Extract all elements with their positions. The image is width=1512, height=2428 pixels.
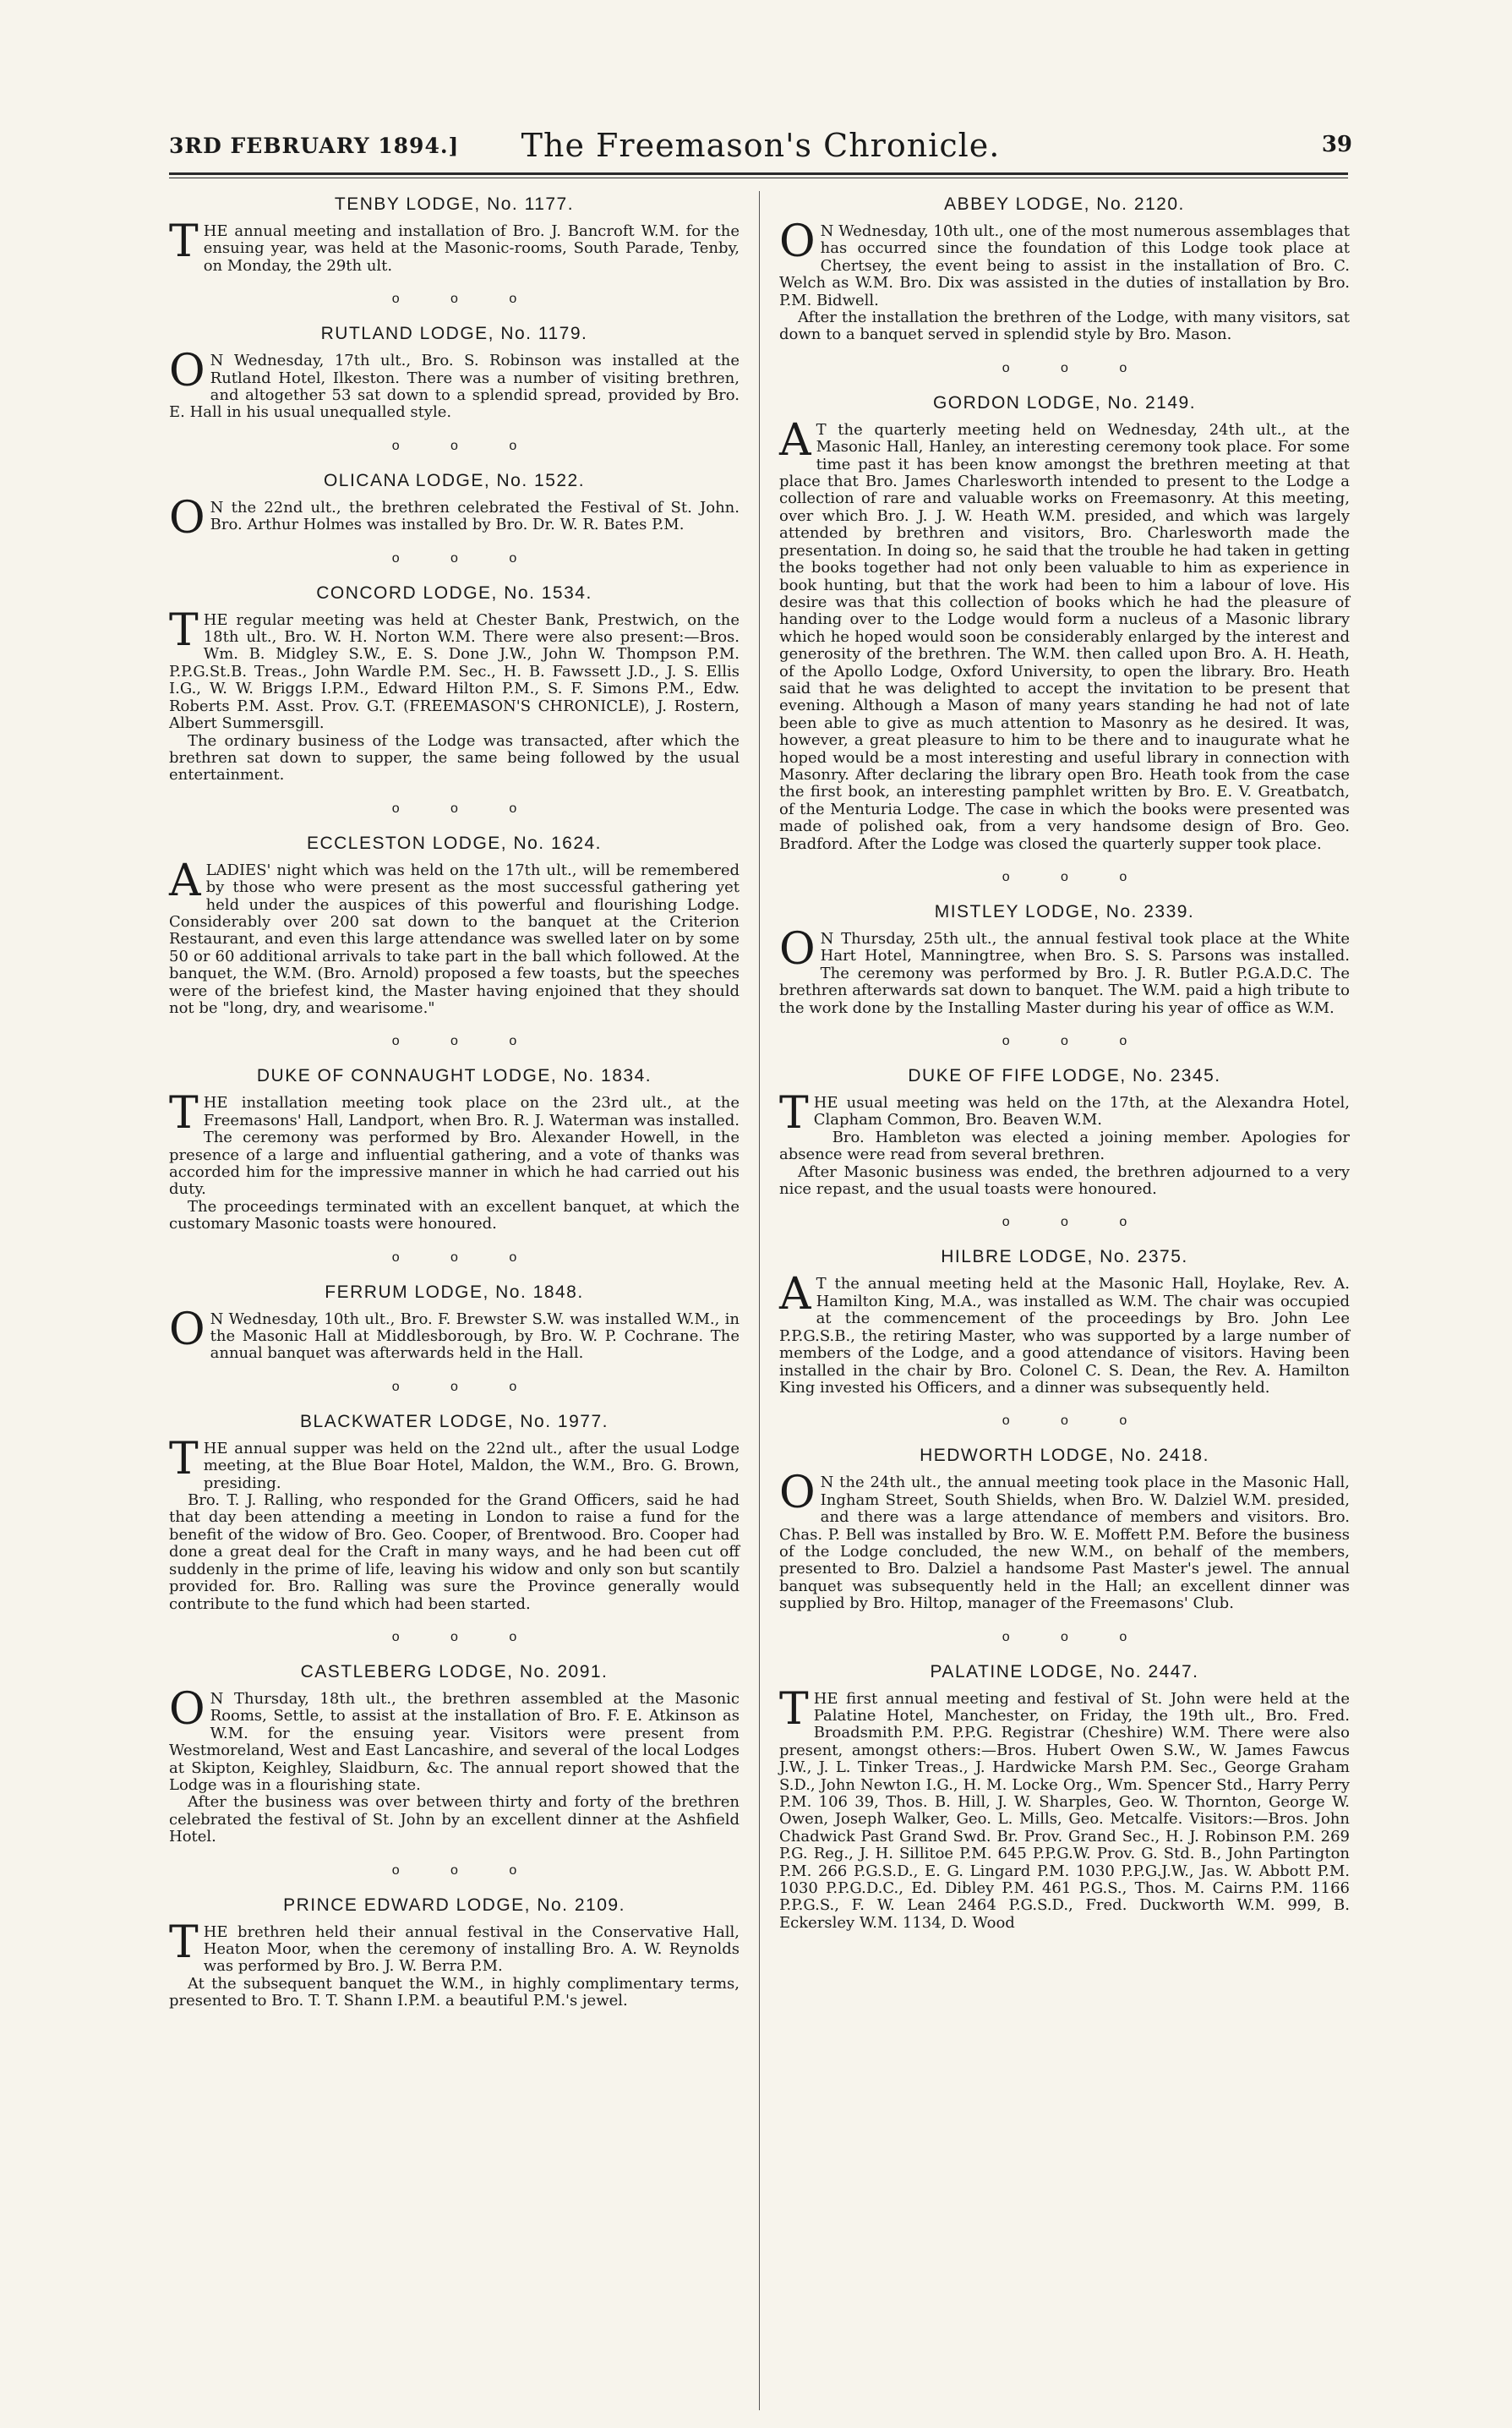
publication-title: The Freemason's Chronicle. [521, 127, 1001, 164]
article-heading: PALATINE LODGE, No. 2447. [930, 1661, 1199, 1682]
article-paragraph [169, 492, 740, 544]
section-separator: o o o [391, 1379, 541, 1394]
paragraph-text: The ordinary business of the Lodge was transacted, after which the brethren sat down to supper, the same being followed by the usual entertainment. [169, 731, 740, 785]
article-paragraph [169, 216, 740, 275]
paragraph-text: HE brethren held their annual festival in the Conservative Hall, Heaton Moor, when the ceremony of installing Bro. A. W. Reynolds was performed by Bro. J. W. Berra P.M. [203, 1922, 740, 1976]
paragraph-text: The proceedings terminated with an excellent banquet, at which the customary Masonic toasts were honoured. [169, 1197, 740, 1233]
article-heading: ABBEY LODGE, No. 2120. [944, 194, 1185, 214]
left-column [169, 191, 740, 2010]
article-heading: CASTLEBERG LODGE, No. 2091. [300, 1661, 609, 1682]
paragraph-text: LADIES' night which was held on the 17th ult., will be remembered by those who were present as the most successful gathering yet held under the auspices of this powerful and flourishing Lodge. Considerably over 200 sat down to the banquet at the Criterion Restaurant, and even this large attendance was swelled later on by some 50 or 60 additional arrivals to take part in the ball which followed. At the banquet, the W.M. (Bro. Arnold) proposed a few toasts, but the speeches were of the briefest kind, the Master having enjoined that they should not be "long, dry, and wearisome." [169, 861, 740, 1017]
article [169, 1662, 740, 1846]
paragraph-text: T the quarterly meeting held on Wednesday, 24th ult., at the Masonic Hall, Hanley, an interesting ceremony took place. For some time past it has been know amongst the brethren meeting at that place that Bro. James Charlesworth intended to present to the Lodge a collection of rare and valuable works on Freemasonry. At this meeting, over which Bro. J. J. W. Heath W.M. presided, and which was largely attended by brethren and visitors, Bro. Charlesworth made the presentation. In doing so, he said that the trouble he had taken in getting the books together had not only been valuable to him as experience in book hunting, but that the work had been to him a labour of love. His desire was that this collection of books which he had the pleasure of handing over to the Lodge would form a nucleus of a Masonic library which he hoped would soon be considerably enlarged by the interest and generosity of the brethren. The W.M. then called upon Bro. A. H. Heath, of the Apollo Lodge, Oxford University, to open the library. Bro. Heath said that he was delighted to accept the invitation to be present that evening. Although a Mason of many years standing he had not of late been able to give as much attention to Masonry as he desired. It was, however, a great pleasure to him to be there and to inaugurate what he hoped would be a most interesting and useful library in connection with Masonry. After declaring the library open Bro. Heath took from the case the first book, an interesting pamphlet written by Bro. E. V. Greatbatch, of the Menturia Lodge. The case in which the books were presented was made of polished oak, from a very handsome design of Bro. Geo. Bradford. After the Lodge was closed the quarterly supper took place. [779, 420, 1350, 853]
drop-cap: O [169, 492, 205, 544]
paragraph-text: After the installation the brethren of the Lodge, with many visitors, sat down to a banquet served in splendid style by Bro. Mason. [779, 309, 1350, 344]
article [169, 470, 740, 544]
paragraph-text: N Wednesday, 17th ult., Bro. S. Robinson was installed at the Rutland Hotel, Ilkeston. There was a number of visiting brethren, and altogether 53 sat down to a splendid spread, provided by Bro. E. Hall in his usual unequalled style. [169, 352, 740, 422]
article-paragraph [169, 1088, 740, 1199]
article-paragraph [169, 1976, 740, 2010]
drop-cap: A [779, 414, 811, 466]
section-separator: o o o [1002, 1215, 1151, 1230]
article-paragraph [169, 1492, 740, 1613]
column-divider [759, 191, 760, 2410]
article-heading: HEDWORTH LODGE, No. 2418. [920, 1446, 1209, 1466]
article-paragraph [779, 1269, 1350, 1397]
article-paragraph [779, 1129, 1350, 1164]
section-separator: o o o [391, 550, 541, 566]
article [169, 1282, 740, 1363]
article-paragraph [169, 1683, 740, 1794]
section-separator: o o o [1002, 1629, 1151, 1644]
drop-cap: T [169, 1917, 199, 1968]
article-paragraph [779, 414, 1350, 853]
drop-cap: O [169, 1304, 205, 1355]
article [779, 1066, 1350, 1198]
article-heading: FERRUM LODGE, No. 1848. [325, 1282, 584, 1302]
drop-cap: T [779, 1088, 809, 1140]
section-separator: o o o [391, 438, 541, 453]
paragraph-text: N the 22nd ult., the brethren celebrated the Festival of St. John. Bro. Arthur Holmes was installed by Bro. Dr. W. R. Bates P.M. [210, 498, 740, 534]
article [779, 393, 1350, 853]
paragraph-text: N Wednesday, 10th ult., one of the most numerous assemblages that has occurred since the foundation of this Lodge took place at Chertsey, the event being to assist in the installation of Bro. C. Welch as W.M. Bro. Dix was assisted in the duties of installation by Bro. P.M. Bidwell. [779, 222, 1350, 309]
drop-cap: O [169, 1683, 205, 1735]
drop-cap: T [169, 1433, 199, 1485]
article-paragraph [779, 216, 1350, 309]
article [169, 194, 740, 275]
drop-cap: T [169, 216, 199, 267]
section-separator: o o o [1002, 360, 1151, 375]
article [169, 324, 740, 422]
paragraph-text: Bro. Hambleton was elected a joining member. Apologies for absence were read from several brethren. [779, 1128, 1350, 1164]
article-heading: BLACKWATER LODGE, No. 1977. [300, 1411, 609, 1431]
paragraph-text: N Thursday, 25th ult., the annual festival took place at the White Hart Hotel, Manningtree, when Bro. S. S. Parsons was installed. The ceremony was performed by Bro. J. R. Butler P.G.A.D.C. The brethren afterwards sat down to banquet. The W.M. paid a high tribute to the work done by the Installing Master during his year of office as W.M. [779, 930, 1350, 1017]
section-separator: o o o [1002, 870, 1151, 884]
article-heading: GORDON LODGE, No. 2149. [932, 392, 1197, 413]
article-heading: ECCLESTON LODGE, No. 1624. [306, 833, 603, 853]
drop-cap: O [779, 1468, 816, 1519]
article [169, 583, 740, 785]
article-heading: DUKE OF CONNAUGHT LODGE, No. 1834. [256, 1066, 652, 1086]
drop-cap: T [779, 1683, 809, 1735]
drop-cap: A [169, 855, 201, 906]
article [169, 1412, 740, 1613]
article-heading: MISTLEY LODGE, No. 2339. [934, 902, 1195, 921]
section-separator: o o o [1002, 1034, 1151, 1049]
section-separator: o o o [391, 1250, 541, 1265]
article-paragraph [169, 1794, 740, 1846]
article-paragraph [779, 1468, 1350, 1613]
article [779, 902, 1350, 1017]
article [169, 1895, 740, 2010]
drop-cap: O [169, 346, 205, 397]
article [779, 1446, 1350, 1612]
article-paragraph [169, 1199, 740, 1233]
paragraph-text: At the subsequent banquet the W.M., in highly complimentary terms, presented to Bro. T. T. Shann I.P.M. a beautiful P.M.'s jewel. [169, 1974, 740, 2010]
section-separator: o o o [391, 292, 541, 307]
drop-cap: O [779, 924, 816, 975]
article-paragraph [169, 1304, 740, 1363]
paragraph-text: N Thursday, 18th ult., the brethren assembled at the Masonic Rooms, Settle, to assist at the installation of Bro. F. E. Atkinson as W.M. for the ensuing year. Visitors were present from Westmoreland, West and East Lancashire, and several of the local Lodges at Skipton, Keighley, Slaidburn, &c. The annual report showed that the Lodge was in a flourishing state. [169, 1689, 740, 1794]
section-separator: o o o [391, 1629, 541, 1644]
section-separator: o o o [391, 1034, 541, 1049]
masthead [169, 127, 1352, 169]
page-number: 39 [1321, 132, 1352, 157]
article-paragraph [169, 855, 740, 1018]
paragraph-text: N the 24th ult., the annual meeting took place in the Masonic Hall, Ingham Street, South Shields, when Bro. W. Dalziel W.M. presided, and there was a large attendance of members and visitors. Bro. Chas. P. Bell was installed by Bro. W. E. Moffett P.M. Before the business of the Lodge concluded, the new W.M., on behalf of the members, presented to Bro. Dalziel a handsome Past Master's jewel. The annual banquet was subsequently held in the Hall; an excellent dinner was supplied by Bro. Hiltop, manager of the Freemasons' Club. [779, 1474, 1350, 1613]
paragraph-text: HE annual supper was held on the 22nd ult., after the usual Lodge meeting, at the Blue Boar Hotel, Maldon, the W.M., Bro. G. Brown, presiding. [203, 1439, 740, 1492]
article-paragraph [779, 1683, 1350, 1933]
article-heading: OLICANA LODGE, No. 1522. [323, 470, 586, 490]
article-paragraph [169, 346, 740, 422]
paragraph-text: HE first annual meeting and festival of St. John were held at the Palatine Hotel, Manchester, on Friday, the 19th ult., Bro. Fred. Broadsmith P.M. P.P.G. Registrar (Cheshire) W.M. There were also present, amongst others:—Bros. Hubert Owen S.W., W. James Fawcus J.W., J. L. Tinker Treas., J. Hardwicke Marsh P.M. Sec., George Graham S.D., John Newton I.G., H. M. Locke Org., Wm. Spencer Std., Harry Perry P.M. 106 39, Thos. B. Hill, J. W. Sharples, Geo. W. Thornton, George W. Owen, Joseph Walker, Geo. L. Mills, Geo. Metcalfe. Visitors:—Bros. John Chadwick Past Grand Swd. Br. Prov. Grand Sec., H. J. Robinson P.M. 269 P.G. Reg., J. H. Sillitoe P.M. 645 P.P.G.W. Prov. G. Std. B., John Partington P.M. 266 P.G.S.D., E. G. Lingard P.M. 1030 P.P.G.J.W., Jas. W. Abbott P.M. 1030 P.P.G.D.C., Ed. Dibley P.M. 461 P.G.S., Thos. M. Cairns P.M. 1166 P.P.G.S., F. W. Lean 2464 P.G.S.D., Fred. Duckworth W.M. 999, B. Eckersley W.M. 1134, D. Wood [779, 1689, 1350, 1932]
article [779, 194, 1350, 344]
paragraph-text: HE usual meeting was held on the 17th, at the Alexandra Hotel, Clapham Common, Bro. Beaven W.M. [813, 1094, 1350, 1129]
article [169, 1066, 740, 1233]
paragraph-text: HE annual meeting and installation of Bro. J. Bancroft W.M. for the ensuing year, was held at the Masonic-rooms, South Parade, Tenby, on Monday, the 29th ult. [203, 222, 740, 275]
paragraph-text: HE regular meeting was held at Chester Bank, Prestwich, on the 18th ult., Bro. W. H. Norton W.M. There were also present:—Bros. Wm. B. Midgley S.W., E. S. Done J.W., John W. Thompson P.M. P.P.G.St.B. Treas., John Wardle P.M. Sec., H. B. Fawssett J.D., J. S. Ellis I.G., W. W. Briggs I.P.M., Edward Hilton P.M., S. F. Simons P.M., Edw. Roberts P.M. Asst. Prov. G.T. (FREEMASON'S CHRONICLE), J. Rostern, Albert Summersgill. [169, 610, 740, 733]
article-heading: PRINCE EDWARD LODGE, No. 2109. [283, 1895, 625, 1915]
article-heading: CONCORD LODGE, No. 1534. [316, 582, 592, 603]
right-column [779, 191, 1350, 1932]
article-paragraph [779, 1088, 1350, 1140]
paragraph-text: Bro. T. J. Ralling, who responded for the Grand Officers, said he had that day been attending a meeting in London to raise a fund for the benefit of the widow of Bro. Geo. Cooper, of Brentwood. Bro. Cooper had done a great deal for the Craft in many ways, and he had been cut off suddenly in the prime of life, leaving his widow and only son but scantily provided for. Bro. Ralling was sure the Province generally would contribute to the fund which had been started. [169, 1491, 740, 1613]
article-paragraph [169, 604, 740, 733]
section-separator: o o o [391, 1862, 541, 1878]
section-separator: o o o [1002, 1414, 1151, 1429]
section-separator: o o o [391, 801, 541, 816]
article-heading: RUTLAND LODGE, No. 1179. [320, 324, 588, 344]
article [779, 1662, 1350, 1933]
issue-date: 3RD FEBRUARY 1894.] [169, 134, 460, 158]
article-paragraph [779, 924, 1350, 1017]
paragraph-text: T the annual meeting held at the Masonic Hall, Hoylake, Rev. A. Hamilton King, M.A., was installed as W.M. The chair was occupied at the commencement of the proceedings by Bro. John Lee P.P.G.S.B., the retiring Master, who was supported by a large number of members of the Lodge, and a good attendance of visitors. Having been installed in the chair by Bro. Colonel C. S. Dean, the Rev. A. Hamilton King invested his Officers, and a dinner was subsequently held. [779, 1275, 1350, 1397]
article [169, 834, 740, 1018]
article-paragraph [169, 1433, 740, 1492]
header-rule [169, 172, 1348, 175]
article-heading: HILBRE LODGE, No. 2375. [941, 1247, 1188, 1267]
article-heading: DUKE OF FIFE LODGE, No. 2345. [908, 1066, 1221, 1086]
drop-cap: O [779, 216, 816, 267]
paragraph-text: HE installation meeting took place on the 23rd ult., at the Freemasons' Hall, Landport, when Bro. R. J. Waterman was installed. The ceremony was performed by Bro. Alexander Howell, in the presence of a large and influential gathering, and a vote of thanks was accorded him for the impressive manner in which he had carried out his duty. [169, 1094, 740, 1199]
paragraph-text: After the business was over between thirty and forty of the brethren celebrated the festival of St. John by an excellent dinner at the Ashfield Hotel. [169, 1793, 740, 1846]
article-paragraph [169, 733, 740, 785]
article-paragraph [169, 1917, 740, 1976]
article-heading: TENBY LODGE, No. 1177. [334, 194, 575, 214]
drop-cap: A [779, 1269, 811, 1321]
paragraph-text: N Wednesday, 10th ult., Bro. F. Brewster S.W. was installed W.M., in the Masonic Hall at Middlesborough, by Bro. W. P. Cochrane. The annual banquet was afterwards held in the Hall. [210, 1310, 740, 1363]
article-paragraph [779, 309, 1350, 344]
article [779, 1247, 1350, 1397]
article-paragraph [779, 1164, 1350, 1199]
drop-cap: T [169, 604, 199, 656]
drop-cap: T [169, 1088, 199, 1140]
paragraph-text: After Masonic business was ended, the brethren adjourned to a very nice repast, and the usual toasts were honoured. [779, 1162, 1350, 1199]
